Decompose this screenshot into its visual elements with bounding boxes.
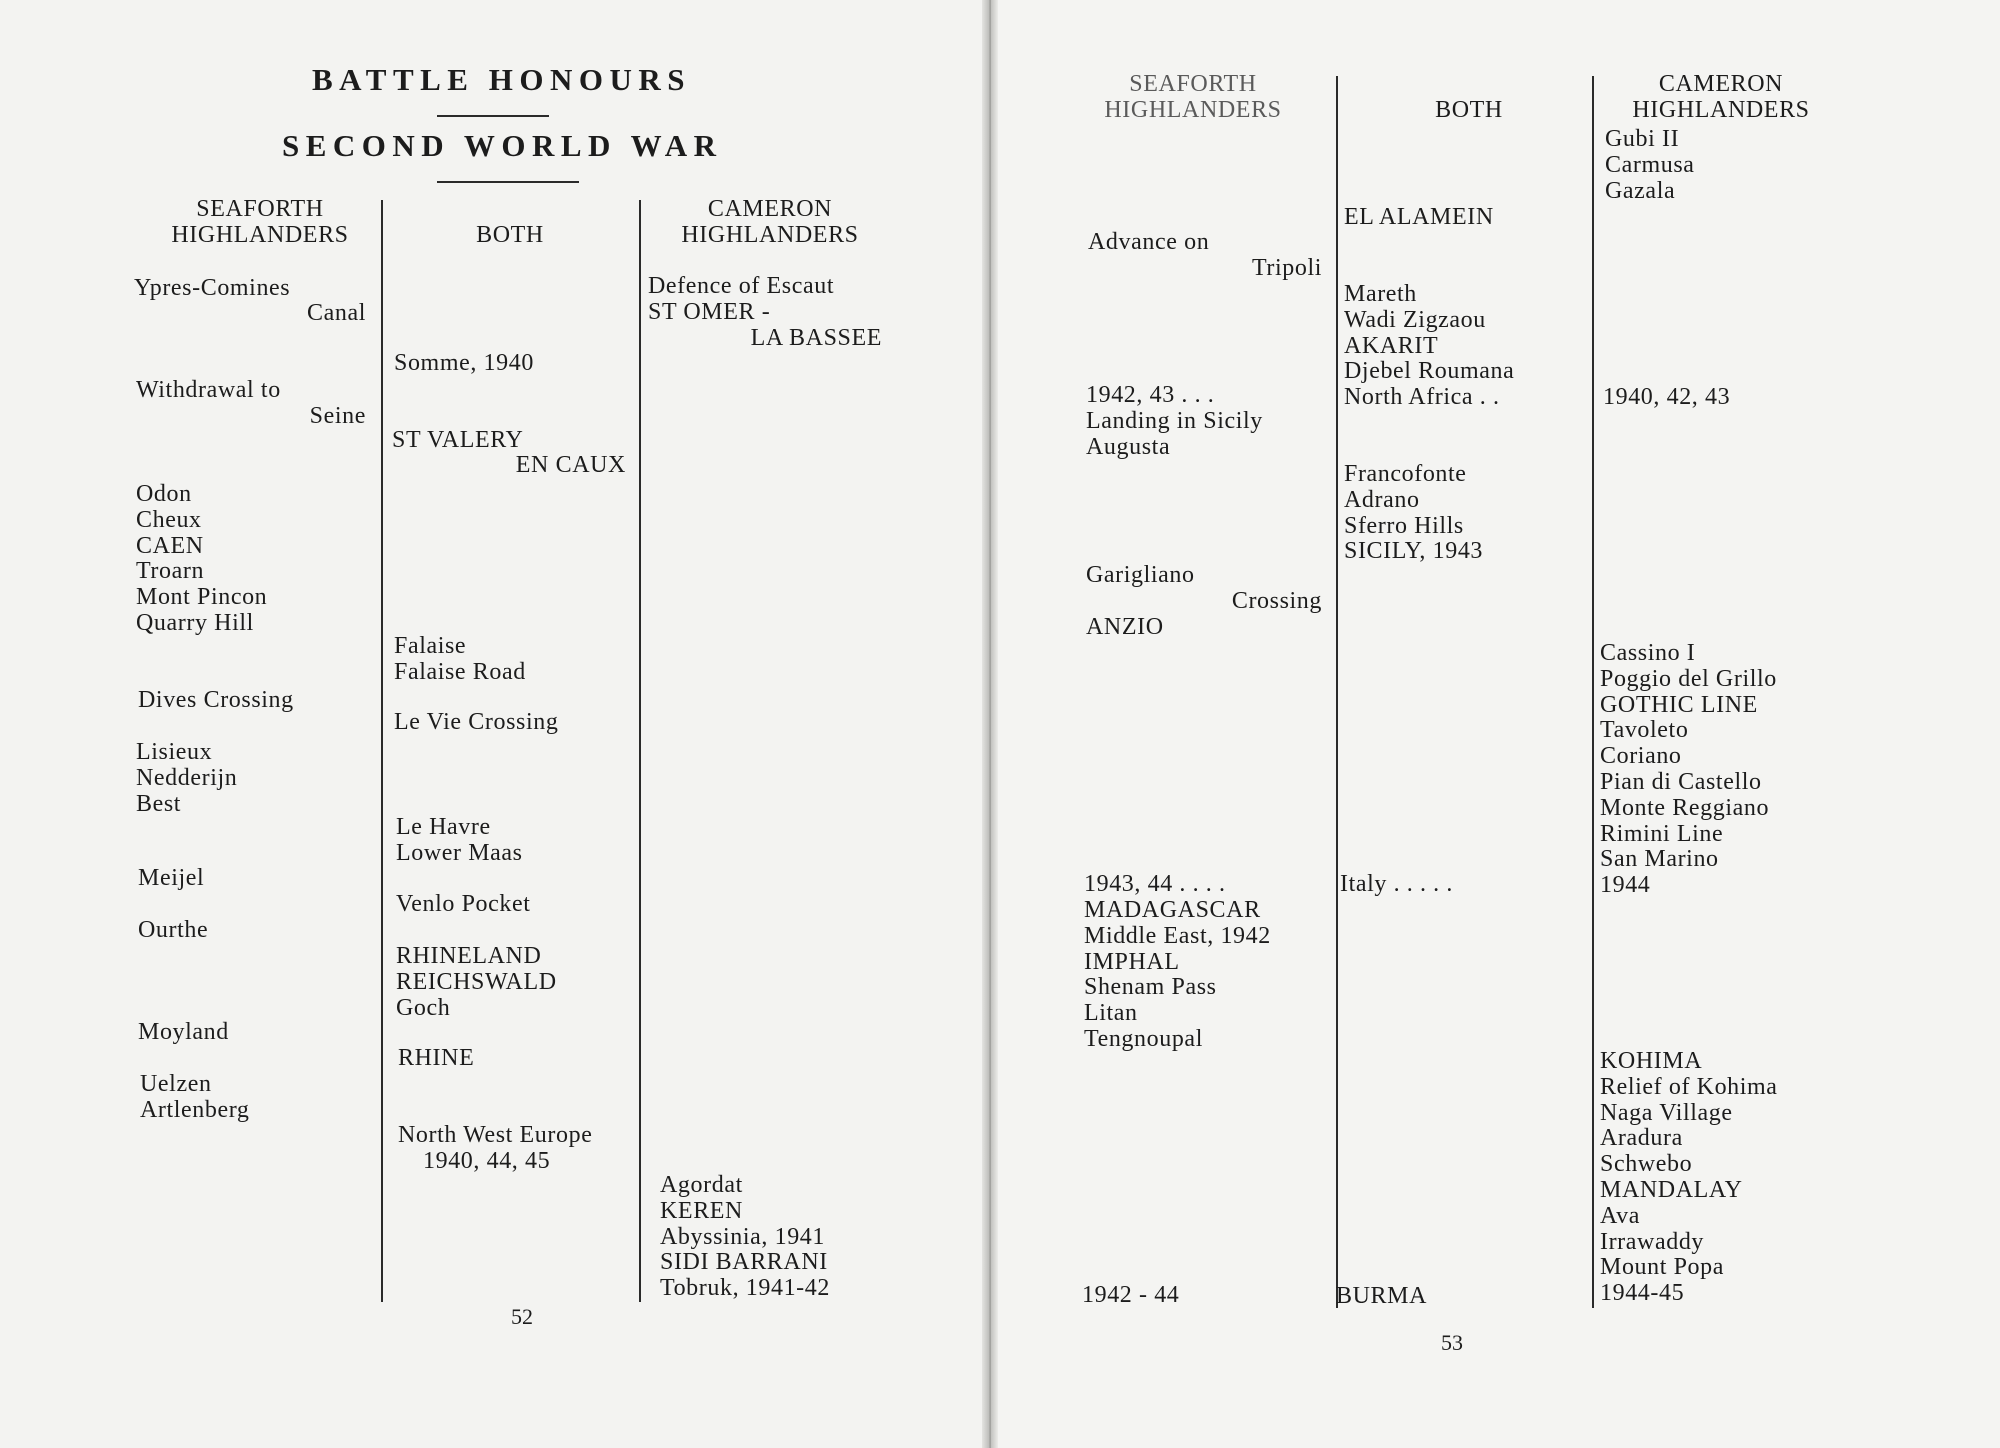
north-africa-years: 1942, 43 . . . xyxy=(1086,382,1215,408)
honour-entry: Canal xyxy=(307,300,366,326)
page-number: 52 xyxy=(511,1304,533,1329)
honour-entry: RHINE xyxy=(398,1045,475,1071)
honour-entry: Garigliano xyxy=(1086,562,1195,588)
honour-list: Cassino I Poggio del Grillo GOTHIC LINE Tavoleto Coriano Pian di Castello Monte Reggiano Rimini Line San Marino 1944 xyxy=(1600,640,1777,899)
page-number: 53 xyxy=(1441,1330,1463,1355)
honour-list: RHINELAND REICHSWALD Goch xyxy=(396,943,557,1021)
italy-entry: Italy . . . . . xyxy=(1340,871,1453,897)
honour-list: KOHIMA Relief of Kohima Naga Village Aradura Schwebo MANDALAY Ava Irrawaddy Mount Popa 1944-45 xyxy=(1600,1048,1778,1307)
honour-entry: Ypres-Comines xyxy=(134,275,291,301)
burma-years: 1942 - 44 xyxy=(1082,1282,1180,1308)
honour-list: Falaise Falaise Road xyxy=(394,633,526,685)
seaforth-header: SEAFORTH HIGHLANDERS xyxy=(171,196,349,248)
honour-entry: Le Vie Crossing xyxy=(394,709,559,735)
page-title: BATTLE HONOURS xyxy=(312,62,691,97)
title-rule xyxy=(437,115,549,117)
honour-entry: Withdrawal to xyxy=(136,377,281,403)
honour-entry: Crossing xyxy=(1231,588,1322,614)
honour-list: MADAGASCAR Middle East, 1942 IMPHAL Shenam Pass Litan Tengnoupal xyxy=(1084,897,1271,1052)
honour-entry: Dives Crossing xyxy=(138,687,294,713)
honour-entry: EL ALAMEIN xyxy=(1344,204,1494,230)
honour-list: Mareth Wadi Zigzaou AKARIT Djebel Roumana xyxy=(1344,281,1515,385)
honour-entry: Tripoli xyxy=(1251,255,1322,281)
honour-entry: ST VALERY xyxy=(392,427,524,453)
cameron-header: CAMERON HIGHLANDERS xyxy=(1632,71,1810,123)
column-divider-right xyxy=(1592,76,1594,1308)
honour-entry: North West Europe xyxy=(398,1122,593,1148)
honour-entry: EN CAUX xyxy=(515,452,626,478)
honour-entry: 1940, 44, 45 xyxy=(423,1148,551,1174)
honour-list: Agordat KEREN Abyssinia, 1941 SIDI BARRANI Tobruk, 1941-42 xyxy=(660,1172,830,1302)
honour-entry: Moyland xyxy=(138,1019,229,1045)
honour-entry: Seine xyxy=(309,403,366,429)
honour-entry: Venlo Pocket xyxy=(396,891,531,917)
honour-entry: LA BASSEE xyxy=(750,325,882,351)
italy-years: 1943, 44 . . . . xyxy=(1084,871,1226,897)
both-header: BOTH xyxy=(476,222,544,248)
seaforth-header: SEAFORTH HIGHLANDERS xyxy=(1104,71,1282,123)
honour-list: Uelzen Artlenberg xyxy=(140,1071,250,1123)
page-subtitle: SECOND WORLD WAR xyxy=(282,128,723,163)
book-gutter xyxy=(982,0,998,1448)
honour-list: Landing in Sicily Augusta xyxy=(1086,408,1263,460)
burma-entry: BURMA xyxy=(1336,1283,1428,1309)
subtitle-rule xyxy=(437,181,579,183)
honour-entry: Ourthe xyxy=(138,917,209,943)
column-divider-right xyxy=(639,200,641,1302)
honour-entry: ANZIO xyxy=(1086,614,1164,640)
honour-list: Gubi II Carmusa Gazala xyxy=(1605,126,1695,204)
north-africa-entry: North Africa . . xyxy=(1344,384,1500,410)
honour-list: Odon Cheux CAEN Troarn Mont Pincon Quarry Hill xyxy=(136,481,268,636)
cameron-header: CAMERON HIGHLANDERS xyxy=(681,196,859,248)
honour-entry: Meijel xyxy=(138,865,205,891)
honour-entry: ST OMER - xyxy=(648,299,771,325)
honour-entry: Somme, 1940 xyxy=(394,350,534,376)
column-divider-left xyxy=(1336,76,1338,1308)
column-divider-left xyxy=(381,200,383,1302)
honour-list: Le Havre Lower Maas xyxy=(396,814,523,866)
right-page xyxy=(995,0,2000,1448)
honour-entry: Defence of Escaut xyxy=(648,273,835,299)
north-africa-years: 1940, 42, 43 xyxy=(1603,384,1731,410)
honour-list: Francofonte Adrano Sferro Hills SICILY, 1943 xyxy=(1344,461,1484,565)
both-header: BOTH xyxy=(1435,97,1503,123)
honour-entry: Advance on xyxy=(1088,229,1210,255)
honour-list: Lisieux Nedderijn Best xyxy=(136,739,238,817)
